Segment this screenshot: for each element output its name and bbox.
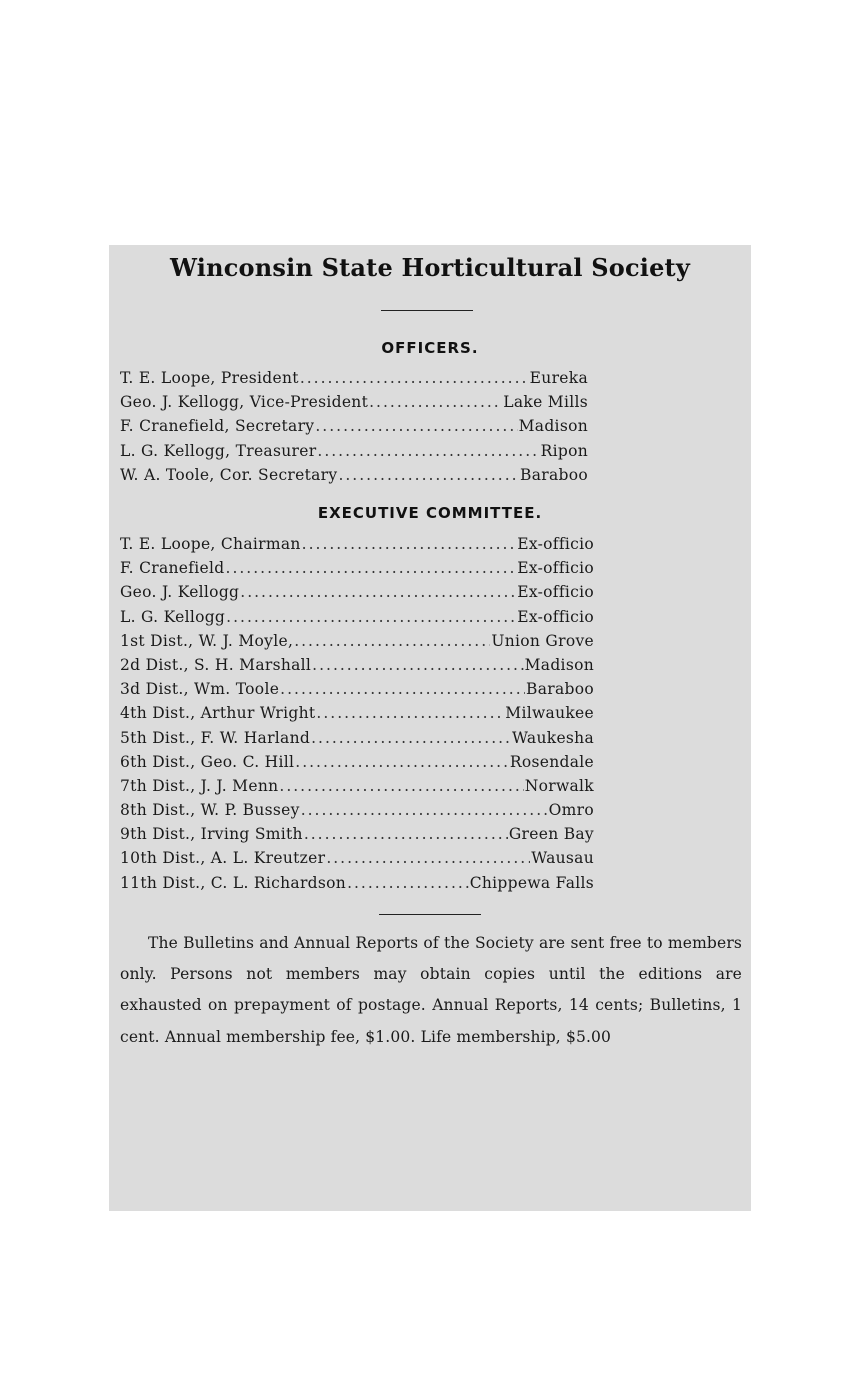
committee-row <box>120 822 594 846</box>
committee-row <box>120 701 594 725</box>
member-place: Union Grove <box>491 631 594 650</box>
dot-leader <box>226 605 516 629</box>
executive-committee-heading: EXECUTIVE COMMITTEE. <box>317 504 543 522</box>
member-name: 4th Dist., Arthur Wright <box>120 704 316 723</box>
member-place: Omro <box>548 801 594 820</box>
dot-leader <box>311 726 511 750</box>
committee-row <box>120 798 594 822</box>
dot-leader <box>369 390 502 414</box>
member-place: Green Bay <box>508 825 594 844</box>
committee-row <box>120 677 594 701</box>
page-title: Winconsin State Horticultural Society <box>170 253 690 282</box>
member-name: 8th Dist., W. P. Bussey <box>120 801 300 820</box>
officer-place: Madison <box>518 417 588 436</box>
member-place: Milwaukee <box>505 704 594 723</box>
committee-row <box>120 871 594 895</box>
member-place: Waukesha <box>512 728 594 747</box>
member-place: Chippewa Falls <box>469 873 594 892</box>
committee-row <box>120 846 594 870</box>
member-name: 9th Dist., Irving Smith <box>120 825 303 844</box>
member-place: Ex-officio <box>517 607 594 626</box>
title-divider <box>381 310 473 311</box>
dot-leader <box>317 439 539 463</box>
member-place: Norwalk <box>524 776 594 795</box>
officer-name: W. A. Toole, Cor. Secretary <box>120 465 338 484</box>
dot-leader <box>316 701 504 725</box>
executive-committee-list <box>120 532 594 895</box>
member-name: 11th Dist., C. L. Richardson <box>120 873 347 892</box>
member-name: 6th Dist., Geo. C. Hill <box>120 752 295 771</box>
officer-name: Geo. J. Kellogg, Vice-President <box>120 393 369 412</box>
committee-row <box>120 629 594 653</box>
member-name: 3d Dist., Wm. Toole <box>120 680 280 699</box>
member-name: T. E. Loope, Chairman <box>120 535 301 553</box>
committee-row <box>120 605 594 629</box>
dot-leader <box>280 677 525 701</box>
committee-row <box>120 653 594 677</box>
officer-row <box>120 439 588 463</box>
officer-place: Eureka <box>529 369 588 387</box>
dot-leader <box>294 629 490 653</box>
member-name: 5th Dist., F. W. Harland <box>120 728 311 747</box>
officer-place: Lake Mills <box>503 393 588 412</box>
officer-row <box>120 366 588 390</box>
document-page <box>109 245 751 1211</box>
dot-leader <box>295 750 509 774</box>
member-name: 10th Dist., A. L. Kreutzer <box>120 849 326 868</box>
dot-leader <box>315 414 517 438</box>
member-place: Madison <box>524 655 594 674</box>
dot-leader <box>240 580 516 604</box>
member-name: Geo. J. Kellogg <box>120 583 240 602</box>
member-name: 2d Dist., S. H. Marshall <box>120 655 312 674</box>
member-place: Wausau <box>531 849 594 868</box>
committee-row <box>120 726 594 750</box>
officer-name: L. G. Kellogg, Treasurer <box>120 441 317 460</box>
dot-leader <box>279 774 523 798</box>
dot-leader <box>300 366 529 390</box>
member-place: Ex-officio <box>517 583 594 602</box>
membership-notice: The Bulletins and Annual Reports of the Society are sent free to members only. Persons not members may obtain copies until the editions are exhausted on prepayment of postage. Annual Reports, 14 cents; Bulletins, 1 cent. Annual membership fee, $1.00. Life membership, $5.00 <box>120 934 742 1046</box>
member-name: F. Cranefield <box>120 559 225 578</box>
member-place: Baraboo <box>526 680 594 699</box>
member-place: Ex-officio <box>517 535 594 553</box>
dot-leader <box>302 532 517 556</box>
officer-row <box>120 390 588 414</box>
dot-leader <box>347 871 469 895</box>
member-name: 1st Dist., W. J. Moyle, <box>120 631 294 650</box>
officers-list <box>120 366 588 487</box>
dot-leader <box>338 463 519 487</box>
dot-leader <box>304 822 508 846</box>
committee-row <box>120 750 594 774</box>
dot-leader <box>326 846 530 870</box>
dot-leader <box>312 653 523 677</box>
dot-leader <box>301 798 548 822</box>
officer-place: Baraboo <box>520 465 588 484</box>
committee-row <box>120 532 594 556</box>
officer-name: T. E. Loope, President <box>120 369 299 387</box>
member-place: Rosendale <box>509 752 594 771</box>
officer-place: Ripon <box>540 441 588 460</box>
dot-leader <box>226 556 517 580</box>
committee-row <box>120 774 594 798</box>
officers-heading: OFFICERS. <box>381 339 479 357</box>
officer-name: F. Cranefield, Secretary <box>120 417 315 436</box>
committee-row <box>120 556 594 580</box>
officer-row <box>120 463 588 487</box>
member-name: 7th Dist., J. J. Menn <box>120 776 279 795</box>
section-divider <box>379 914 481 915</box>
committee-row <box>120 580 594 604</box>
officer-row <box>120 414 588 438</box>
member-name: L. G. Kellogg <box>120 607 226 626</box>
member-place: Ex-officio <box>517 559 594 578</box>
